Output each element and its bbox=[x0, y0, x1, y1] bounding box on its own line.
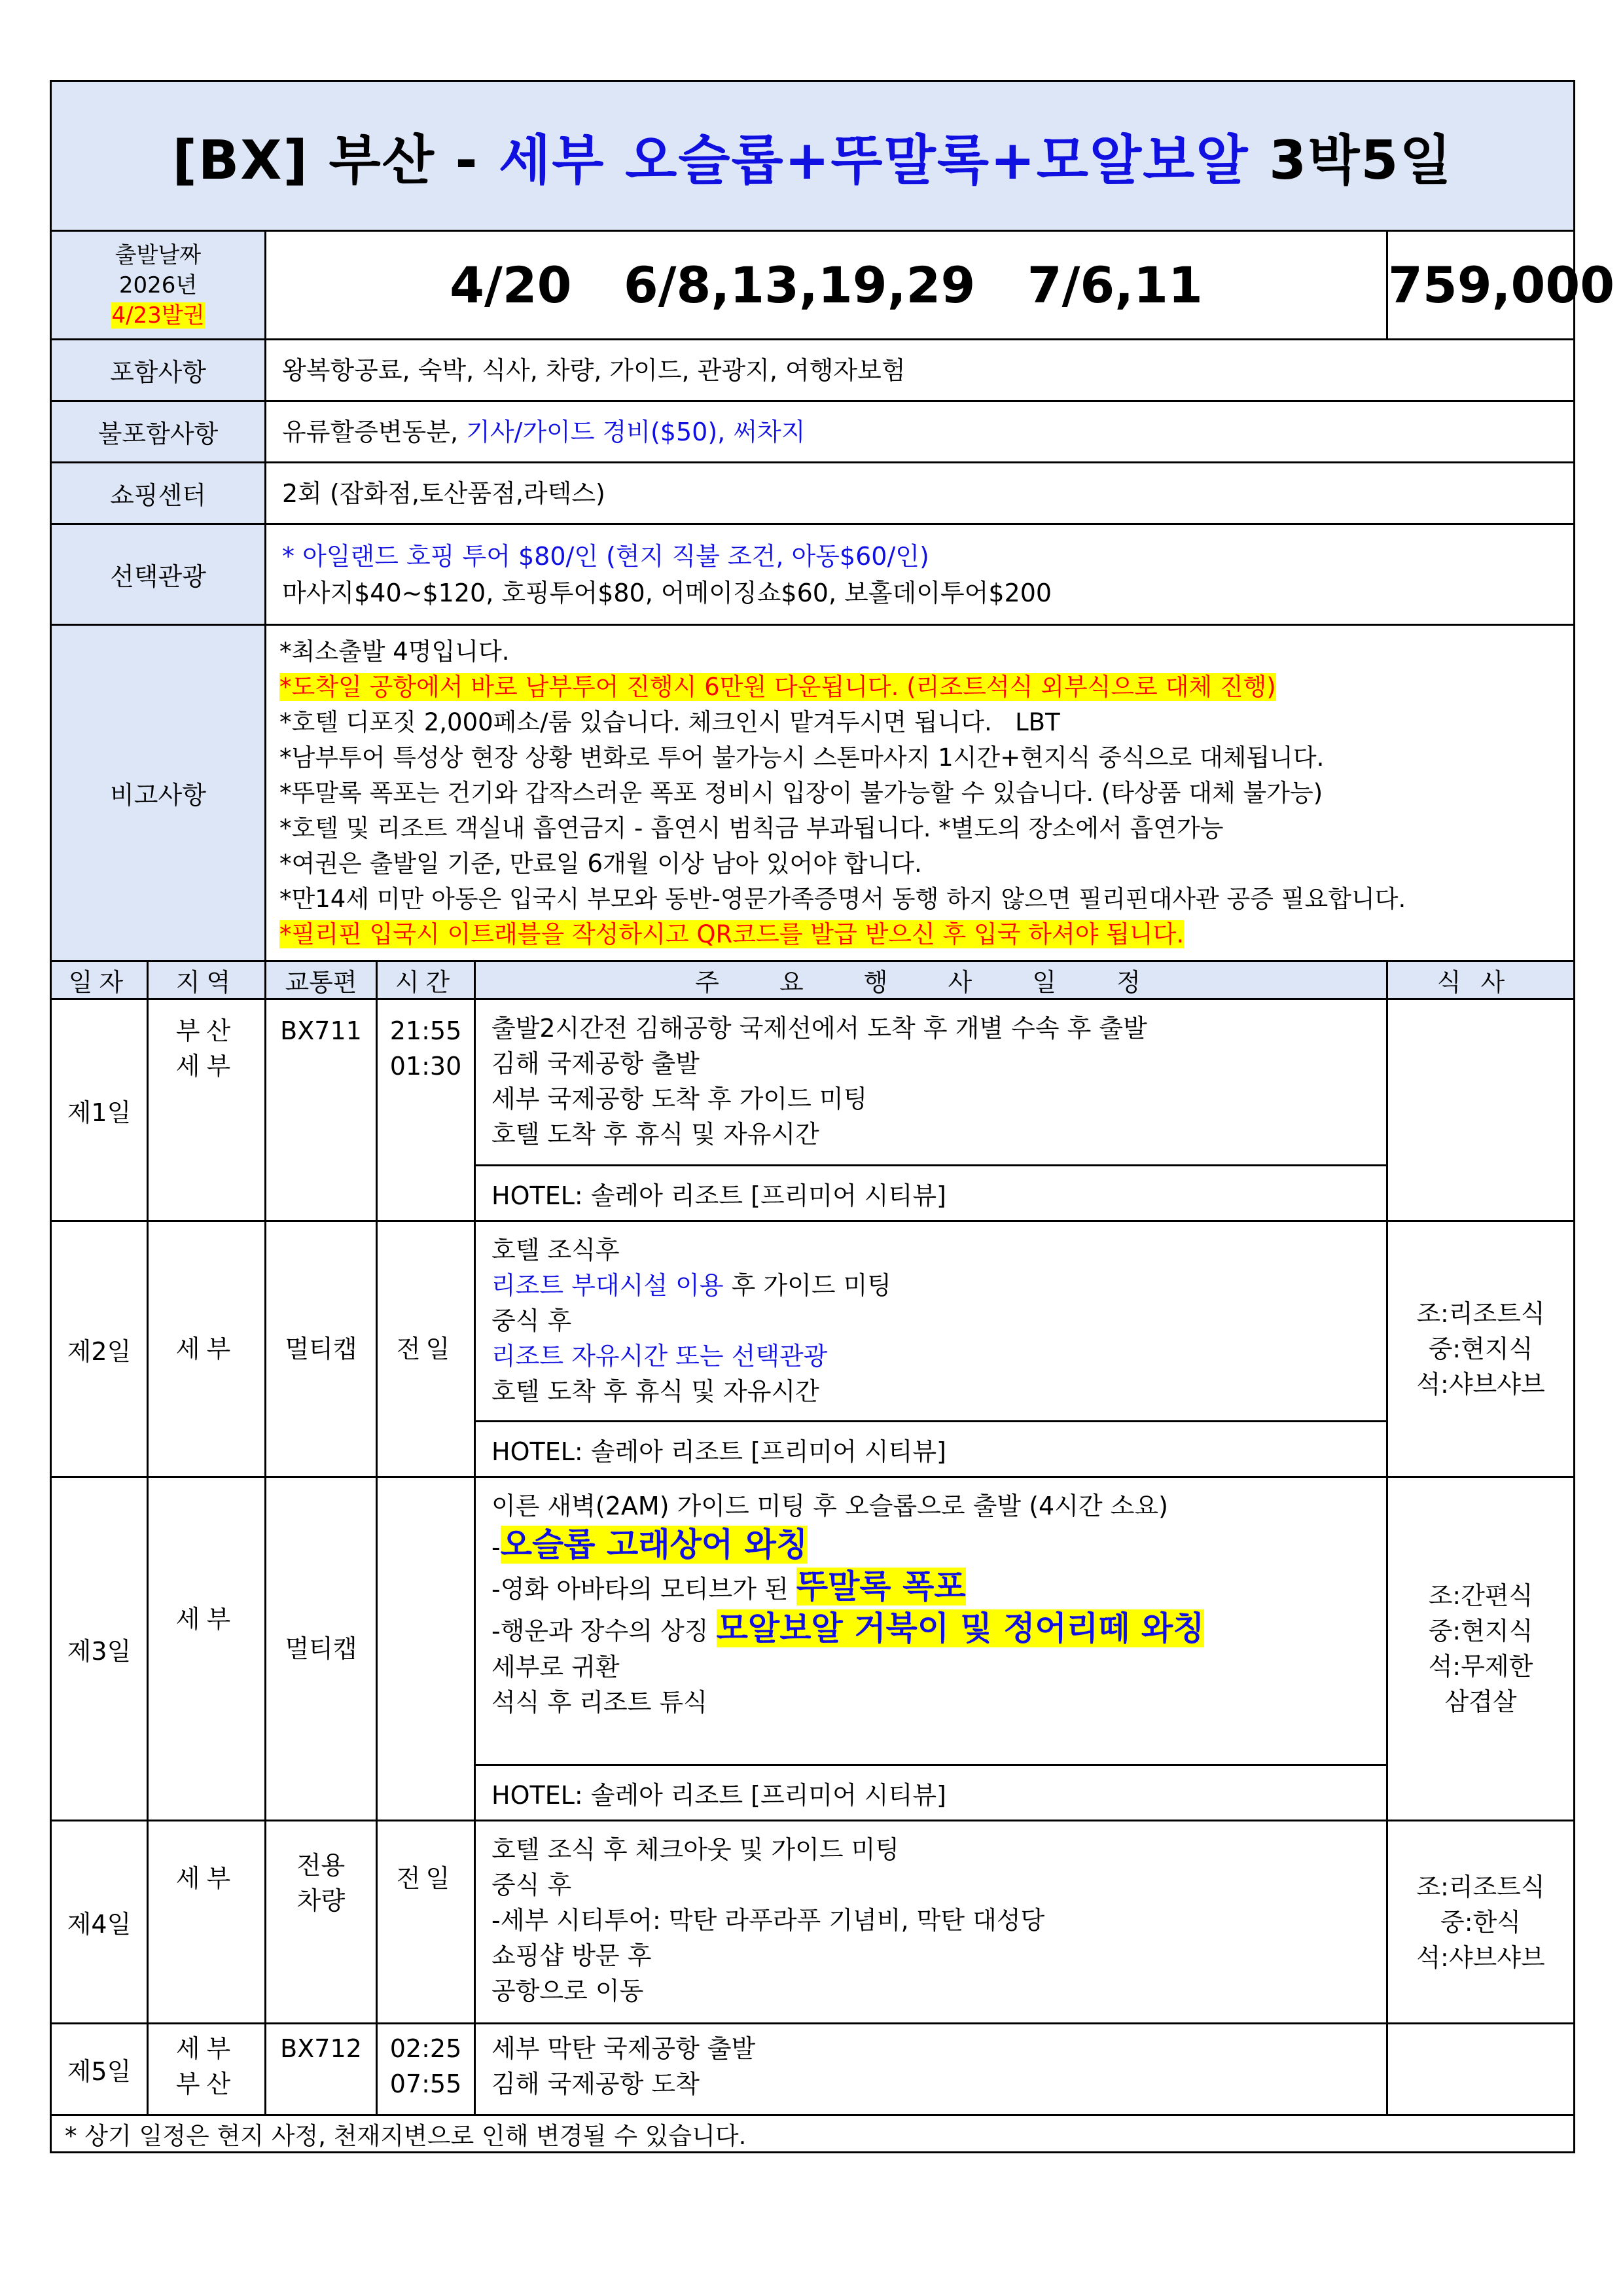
departure-label-line1: 출발날짜 bbox=[115, 242, 202, 268]
highlight-attraction: 오슬롭 고래상어 와칭 bbox=[500, 1526, 808, 1564]
schedule-line bbox=[491, 1268, 1386, 1303]
meal-lunch: 중:한식 bbox=[1440, 1907, 1521, 1937]
remark-item: *남부투어 특성상 현장 상황 변화로 투어 불가능시 스톤마사지 1시간+현지식 중식으로 대체됩니다. bbox=[279, 743, 1325, 772]
day-time: 전일 bbox=[377, 1221, 475, 1477]
schedule-line: 세부 막탄 국제공항 출발 bbox=[491, 2034, 756, 2063]
region-to: 세부 bbox=[175, 1052, 238, 1081]
schedule-line: 김해 국제공항 도착 bbox=[491, 2070, 700, 2098]
excluded-value bbox=[266, 401, 1575, 463]
header-region: 지역 bbox=[148, 961, 266, 999]
header-time: 시간 bbox=[377, 961, 475, 999]
day-region: 세부 bbox=[148, 1477, 266, 1821]
remark-item: *여권은 출발일 기준, 만료일 6개월 이상 남아 있어야 합니다. bbox=[279, 849, 922, 878]
remark-item: *만14세 미만 아동은 입국시 부모와 동반-영문가족증명서 동행 하지 않으면 필리핀대사관 공증 필요합니다. bbox=[279, 884, 1406, 913]
hotel-info: HOTEL: 솔레아 리조트 [프리미어 시티뷰] bbox=[475, 1166, 1387, 1221]
price: 759,000 bbox=[1387, 231, 1575, 340]
departure-time: 02:25 bbox=[389, 2034, 462, 2063]
schedule-line: 석식 후 리조트 튜식 bbox=[491, 1688, 707, 1717]
meal-dinner: 석:샤브샤브 bbox=[1416, 1943, 1545, 1972]
title-duration: 3박5일 bbox=[1249, 129, 1453, 192]
day-row bbox=[51, 1821, 1575, 2024]
schedule-text: 후 가이드 미팅 bbox=[723, 1271, 892, 1300]
day-transport: 멀티캡 bbox=[266, 1221, 377, 1477]
meal-breakfast: 조:리조트식 bbox=[1416, 1872, 1545, 1901]
meal-lunch: 중:현지식 bbox=[1428, 1335, 1533, 1363]
itinerary-header bbox=[51, 961, 1575, 999]
schedule-line: 호텔 조식 후 체크아웃 및 가이드 미팅 bbox=[491, 1835, 900, 1864]
day-schedule bbox=[475, 2024, 1387, 2115]
schedule-line: 호텔 도착 후 휴식 및 자유시간 bbox=[491, 1377, 819, 1406]
header-day: 일자 bbox=[51, 961, 148, 999]
hotel-info: HOTEL: 솔레아 리조트 [프리미어 시티뷰] bbox=[475, 1765, 1387, 1821]
arrival-time: 01:30 bbox=[389, 1052, 462, 1081]
day-label: 제4일 bbox=[51, 1821, 148, 2024]
schedule-line: -세부 시티투어: 막탄 라푸라푸 기념비, 막탄 대성당 bbox=[491, 1906, 1045, 1935]
header-meal: 식사 bbox=[1387, 961, 1575, 999]
day-meals bbox=[1387, 1821, 1575, 2024]
included-label: 포함사항 bbox=[51, 340, 266, 401]
day-label: 제1일 bbox=[51, 999, 148, 1221]
meal-dinner-detail: 삼겹살 bbox=[1444, 1687, 1517, 1716]
day-schedule bbox=[475, 999, 1387, 1166]
excluded-extra-fees: 기사/가이드 경비($50), 써차지 bbox=[466, 417, 806, 446]
flight-times bbox=[377, 999, 475, 1221]
schedule-line: 이른 새벽(2AM) 가이드 미팅 후 오슬롭으로 출발 (4시간 소요) bbox=[491, 1492, 1168, 1520]
hotel-info: HOTEL: 솔레아 리조트 [프리미어 시티뷰] bbox=[475, 1422, 1387, 1477]
day-region: 세부 bbox=[148, 1821, 266, 2024]
day-row bbox=[51, 1221, 1575, 1422]
flight-times bbox=[377, 2024, 475, 2115]
meal-breakfast: 조:리조트식 bbox=[1416, 1299, 1545, 1328]
remark-item-highlight: *필리핀 입국시 이트래블을 작성하시고 QR코드를 발급 받으신 후 입국 하셔야 됩니다. bbox=[279, 920, 1185, 948]
meal-breakfast: 조:간편식 bbox=[1428, 1581, 1533, 1610]
optional-tour-value bbox=[266, 524, 1575, 625]
schedule-line bbox=[491, 1607, 1386, 1649]
flight-number: BX712 bbox=[266, 2024, 377, 2115]
excluded-plain: 유류할증변동분, bbox=[282, 417, 467, 446]
optional-tour-line1: * 아일랜드 호핑 투어 $80/인 (현지 직불 조건, 아동$60/인) bbox=[282, 541, 929, 571]
title-prefix: [BX] 부산 - bbox=[172, 129, 499, 192]
highlight-attraction: 모알보알 거북이 및 정어리떼 와칭 bbox=[716, 1609, 1205, 1647]
schedule-line: 출발2시간전 김해공항 국제선에서 도착 후 개별 수속 후 출발 bbox=[491, 1014, 1147, 1043]
optional-tour-label: 선택관광 bbox=[51, 524, 266, 625]
day-schedule bbox=[475, 1477, 1387, 1765]
departure-dates-text: 4/20 6/8,13,19,29 7/6,11 bbox=[450, 256, 1203, 314]
schedule-line: 호텔 도착 후 휴식 및 자유시간 bbox=[491, 1120, 819, 1149]
schedule-highlight: 리조트 부대시설 이용 bbox=[491, 1271, 724, 1300]
remarks-list bbox=[266, 625, 1575, 961]
optional-tour-line2: 마사지$40~$120, 호핑투어$80, 어메이징쇼$60, 보홀데이투어$200 bbox=[282, 578, 1052, 607]
itinerary-sheet bbox=[50, 80, 1615, 2153]
day-region: 세부 bbox=[148, 1221, 266, 1477]
schedule-line: 김해 국제공항 출발 bbox=[491, 1049, 700, 1078]
schedule-line: 세부로 귀환 bbox=[491, 1653, 620, 1681]
region-from: 부산 bbox=[175, 1016, 238, 1045]
arrival-time: 07:55 bbox=[389, 2070, 462, 2098]
included-value: 왕복항공료, 숙박, 식사, 차량, 가이드, 관광지, 여행자보험 bbox=[266, 340, 1575, 401]
page-title bbox=[51, 81, 1575, 231]
shopping-value: 2회 (잡화점,토산품점,라텍스) bbox=[266, 463, 1575, 524]
day-time: 전일 bbox=[377, 1821, 475, 2024]
schedule-text: - bbox=[491, 1533, 501, 1562]
schedule-line: 공항으로 이동 bbox=[491, 1977, 644, 2005]
highlight-attraction: 뚜말록 폭포 bbox=[796, 1568, 966, 1605]
schedule-line: 리조트 자유시간 또는 선택관광 bbox=[491, 1342, 828, 1371]
departure-time: 21:55 bbox=[389, 1016, 462, 1045]
issue-date-note: 4/23발권 bbox=[111, 302, 205, 329]
day-label: 제3일 bbox=[51, 1477, 148, 1821]
footer-note: * 상기 일정은 현지 사정, 천재지변으로 인해 변경될 수 있습니다. bbox=[51, 2115, 1575, 2153]
flight-number: BX711 bbox=[266, 999, 377, 1221]
region-to: 부산 bbox=[175, 2070, 238, 2098]
header-transport: 교통편 bbox=[266, 961, 377, 999]
day-time bbox=[377, 1477, 475, 1821]
day-label: 제5일 bbox=[51, 2024, 148, 2115]
region-from: 세부 bbox=[175, 2034, 238, 2063]
schedule-line bbox=[491, 1566, 1386, 1607]
remark-item: *뚜말록 폭포는 건기와 갑작스러운 폭포 정비시 입장이 불가능할 수 있습니다. (타상품 대체 불가능) bbox=[279, 778, 1323, 807]
day-row bbox=[51, 2024, 1575, 2115]
schedule-line bbox=[491, 1524, 1386, 1566]
excluded-label: 불포함사항 bbox=[51, 401, 266, 463]
meal-lunch: 중:현지식 bbox=[1428, 1617, 1533, 1645]
day-transport bbox=[266, 1821, 377, 2024]
day-schedule bbox=[475, 1221, 1387, 1422]
title-destination: 세부 오슬롭+뚜말록+모알보알 bbox=[499, 129, 1249, 192]
day-transport: 멀티캡 bbox=[266, 1477, 377, 1821]
day-row bbox=[51, 999, 1575, 1166]
transport-line: 차량 bbox=[296, 1886, 346, 1915]
remark-item: *호텔 디포짓 2,000페소/룸 있습니다. 체크인시 맡겨두시면 됩니다. LBT bbox=[279, 708, 1060, 736]
itinerary-table bbox=[50, 80, 1615, 2153]
day-row bbox=[51, 1477, 1575, 1765]
schedule-line: 중식 후 bbox=[491, 1306, 572, 1335]
day-meals bbox=[1387, 1477, 1575, 1821]
remark-item: *최소출발 4명입니다. bbox=[279, 637, 510, 666]
departure-label-year: 2026년 bbox=[118, 272, 198, 298]
remarks-label: 비고사항 bbox=[51, 625, 266, 961]
remark-item: *호텔 및 리조트 객실내 흡연금지 - 흡연시 범칙금 부과됩니다. *별도의 장소에서 흡연가능 bbox=[279, 814, 1224, 842]
remark-item-highlight: *도착일 공항에서 바로 남부투어 진행시 6만원 다운됩니다. (리조트석식 외부식으로 대체 진행) bbox=[279, 672, 1276, 701]
schedule-line: 쇼핑샵 방문 후 bbox=[491, 1941, 652, 1970]
header-schedule: 주 요 행 사 일 정 bbox=[475, 961, 1387, 999]
day-region bbox=[148, 2024, 266, 2115]
schedule-text: -행운과 장수의 상징 bbox=[491, 1617, 717, 1645]
meal-dinner: 석:무제한 bbox=[1428, 1652, 1533, 1681]
day-schedule bbox=[475, 1821, 1387, 2024]
day-meals bbox=[1387, 1221, 1575, 1477]
day-label: 제2일 bbox=[51, 1221, 148, 1477]
shopping-label: 쇼핑센터 bbox=[51, 463, 266, 524]
schedule-line: 호텔 조식후 bbox=[491, 1236, 620, 1265]
day-meals bbox=[1387, 2024, 1575, 2115]
departure-dates bbox=[266, 231, 1387, 340]
schedule-line: 중식 후 bbox=[491, 1871, 572, 1899]
day-region bbox=[148, 999, 266, 1221]
transport-line: 전용 bbox=[296, 1851, 346, 1880]
schedule-text: -영화 아바타의 모티브가 된 bbox=[491, 1575, 796, 1604]
departure-label bbox=[51, 231, 266, 340]
meal-dinner: 석:샤브샤브 bbox=[1416, 1370, 1545, 1399]
day-meals bbox=[1387, 999, 1575, 1221]
schedule-line: 세부 국제공항 도착 후 가이드 미팅 bbox=[491, 1085, 868, 1113]
